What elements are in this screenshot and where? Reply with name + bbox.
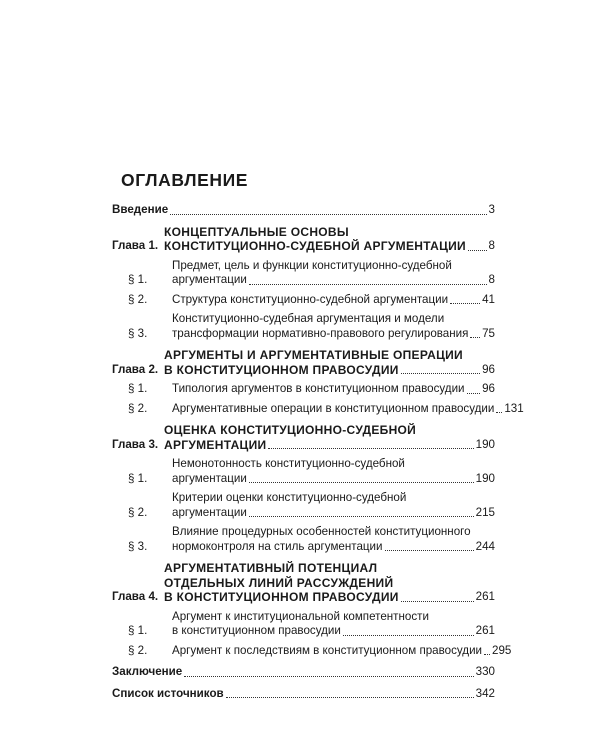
entry-title-line: Предмет, цель и функции конституционно-судебной bbox=[172, 258, 452, 272]
dot-leader bbox=[343, 635, 474, 636]
page-number: 131 bbox=[504, 401, 524, 415]
page-number: 8 bbox=[488, 273, 495, 286]
dot-leader bbox=[385, 550, 474, 551]
section-number: § 1. bbox=[128, 471, 148, 485]
page-number: 3 bbox=[488, 203, 495, 216]
entry-title-line: КОНЦЕПТУАЛЬНЫЕ ОСНОВЫ bbox=[164, 224, 349, 239]
entry-title-line: АРГУМЕНТЫ И АРГУМЕНТАТИВНЫЕ ОПЕРАЦИИ bbox=[164, 348, 463, 362]
entry-title-line: В КОНСТИТУЦИОННОМ ПРАВОСУДИИ bbox=[164, 362, 399, 377]
section-number: § 2. bbox=[128, 643, 148, 657]
toc-entry bbox=[112, 561, 495, 605]
chapter-number: Глава 3. bbox=[112, 437, 159, 451]
entry-title-line: Список источников bbox=[112, 686, 224, 700]
table-of-contents bbox=[112, 203, 524, 701]
page-number: 261 bbox=[475, 590, 495, 603]
toc-entry bbox=[112, 259, 495, 288]
toc-entry bbox=[112, 491, 495, 520]
toc-entry bbox=[112, 401, 524, 417]
dot-leader bbox=[484, 654, 490, 655]
page-number: 342 bbox=[475, 686, 495, 700]
page-number: 75 bbox=[482, 326, 495, 340]
entry-title-line: КОНСТИТУЦИОННО-СУДЕБНОЙ АРГУМЕНТАЦИИ bbox=[164, 239, 466, 253]
toc-entry bbox=[112, 348, 495, 377]
section-number: § 2. bbox=[128, 292, 148, 306]
entry-title-line: Аргумент к последствиям в конституционном правосудии bbox=[172, 643, 483, 657]
page-number: 330 bbox=[475, 665, 495, 678]
dot-leader bbox=[470, 337, 480, 338]
chapter-number: Глава 2. bbox=[112, 362, 159, 376]
chapter-number: Глава 4. bbox=[112, 590, 159, 603]
dot-leader bbox=[249, 284, 487, 285]
section-number: § 3. bbox=[128, 326, 148, 340]
toc-title: ОГЛАВЛЕНИЕ bbox=[121, 170, 249, 190]
dot-leader bbox=[226, 697, 474, 698]
toc-entry bbox=[112, 203, 495, 218]
dot-leader bbox=[170, 214, 486, 215]
entry-title-line: аргументации bbox=[172, 273, 247, 286]
toc-entry bbox=[112, 382, 495, 397]
entry-title-line: Аргументативные операции в конституционном правосудии bbox=[172, 401, 495, 415]
dot-leader bbox=[268, 448, 473, 449]
page-number: 190 bbox=[475, 437, 495, 451]
dot-leader bbox=[401, 373, 480, 374]
entry-title-line: Структура конституционно-судебной аргументации bbox=[172, 292, 449, 306]
toc-entry bbox=[112, 525, 495, 554]
page-number: 41 bbox=[482, 292, 495, 306]
dot-leader bbox=[450, 303, 480, 304]
toc-entry bbox=[112, 312, 495, 341]
page-number: 261 bbox=[475, 624, 495, 637]
dot-leader bbox=[467, 393, 481, 394]
section-number: § 2. bbox=[128, 401, 148, 415]
chapter-number: Глава 1. bbox=[112, 239, 159, 252]
page-number: 244 bbox=[475, 539, 495, 553]
dot-leader bbox=[401, 601, 474, 602]
entry-title-line: В КОНСТИТУЦИОННОМ ПРАВОСУДИИ bbox=[164, 590, 399, 604]
toc-entry bbox=[112, 643, 512, 659]
entry-title-line: Введение bbox=[112, 203, 169, 216]
page-number: 215 bbox=[475, 505, 495, 519]
entry-title-line: ОТДЕЛЬНЫХ ЛИНИЙ РАССУЖДЕНИЙ bbox=[164, 575, 394, 590]
toc-entry bbox=[112, 293, 495, 308]
page-number: 96 bbox=[482, 382, 495, 395]
toc-entry bbox=[112, 610, 495, 639]
toc-entry bbox=[112, 423, 495, 452]
entry-title-line: Немонотонность конституционно-судебной bbox=[172, 457, 405, 470]
section-number: § 2. bbox=[128, 505, 148, 519]
entry-title-line: АРГУМЕНТАТИВНЫЙ ПОТЕНЦИАЛ bbox=[164, 561, 378, 575]
dot-leader bbox=[249, 482, 474, 483]
entry-title-line: АРГУМЕНТАЦИИ bbox=[164, 437, 267, 452]
dot-leader bbox=[184, 676, 473, 677]
section-number: § 1. bbox=[128, 382, 148, 395]
page-number: 190 bbox=[475, 471, 495, 485]
section-number: § 3. bbox=[128, 539, 148, 553]
entry-title-line: Влияние процедурных особенностей конституционного bbox=[172, 525, 471, 538]
entry-title-line: нормоконтроля на стиль аргументации bbox=[172, 539, 383, 553]
section-number: § 1. bbox=[128, 624, 148, 637]
toc-entry bbox=[112, 457, 495, 486]
dot-leader bbox=[496, 412, 502, 413]
page-number: 96 bbox=[482, 362, 495, 376]
entry-title-line: аргументации bbox=[172, 471, 247, 485]
dot-leader bbox=[249, 516, 474, 517]
entry-title-line: аргументации bbox=[172, 505, 247, 519]
entry-title-line: трансформации нормативно-правового регулирования bbox=[172, 326, 469, 340]
section-number: § 1. bbox=[128, 273, 148, 286]
toc-entry bbox=[112, 687, 495, 702]
toc-entry bbox=[112, 665, 495, 680]
entry-title-line: Типология аргументов в конституционном правосудии bbox=[172, 382, 465, 395]
entry-title-line: Конституционно-судебная аргументация и модели bbox=[172, 312, 445, 325]
entry-title-line: ОЦЕНКА КОНСТИТУЦИОННО-СУДЕБНОЙ bbox=[164, 423, 417, 437]
toc-entry bbox=[112, 225, 495, 254]
entry-title-line: Аргумент к институциональной компетентности bbox=[172, 609, 429, 623]
entry-title-line: Критерии оценки конституционно-судебной bbox=[172, 491, 407, 504]
entry-title-line: Заключение bbox=[112, 665, 183, 678]
page-number: 295 bbox=[492, 643, 512, 657]
dot-leader bbox=[468, 250, 487, 251]
page-number: 8 bbox=[488, 239, 495, 252]
entry-title-line: в конституционном правосудии bbox=[172, 624, 341, 637]
